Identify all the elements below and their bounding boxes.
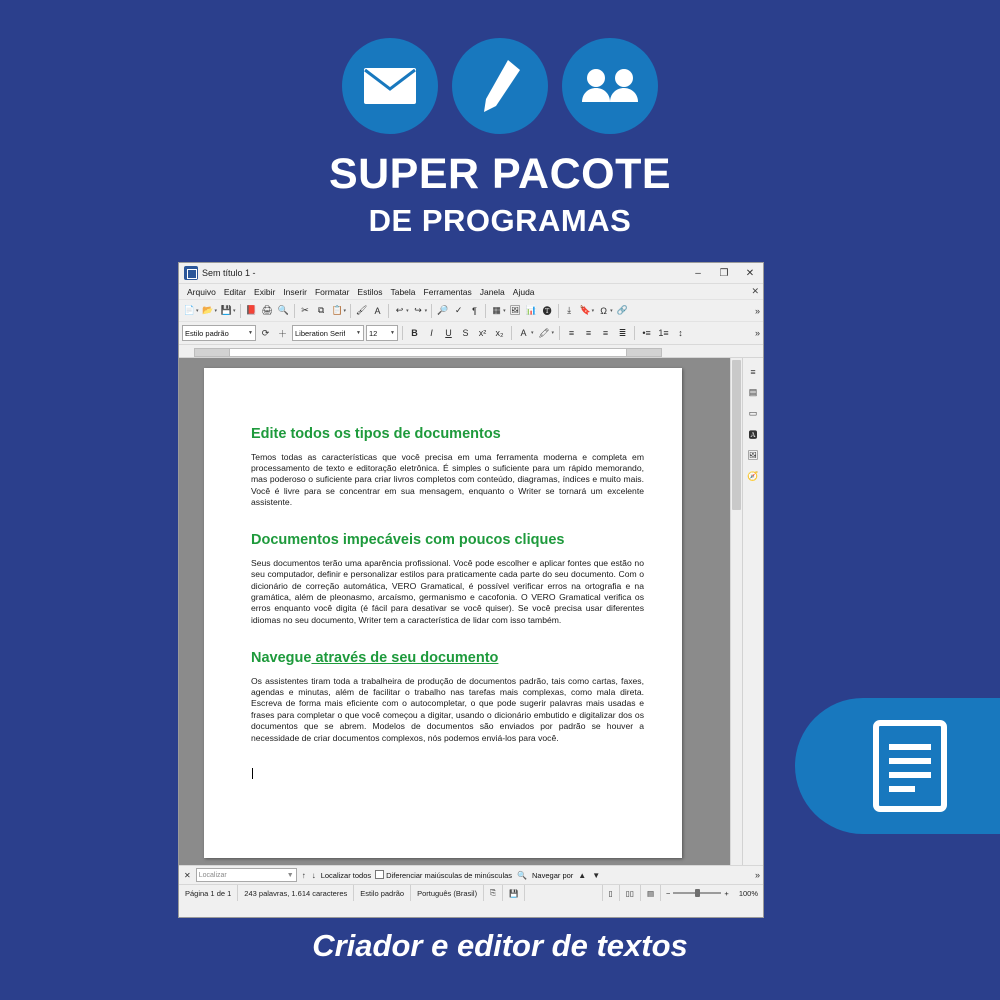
bold-icon[interactable]: B	[411, 328, 418, 338]
properties-icon[interactable]: ▤	[748, 387, 758, 397]
maximize-button[interactable]: ❐	[719, 267, 729, 279]
toolbar-separator	[634, 326, 635, 340]
align-center-icon[interactable]: ≡	[585, 328, 592, 338]
window-title: Sem título 1 -	[202, 268, 256, 278]
image-icon[interactable]: 🖼	[509, 305, 521, 315]
redo-dropdown-icon[interactable]: ▾	[424, 307, 428, 314]
font-color-icon[interactable]: A	[520, 328, 527, 338]
subscript-icon[interactable]: x₂	[495, 328, 504, 338]
field-dropdown-icon[interactable]: ▾	[591, 307, 595, 314]
align-right-icon[interactable]: ≡	[602, 328, 609, 338]
highlight-dropdown-icon[interactable]: ▾	[551, 330, 555, 336]
font-size-combo[interactable]	[366, 325, 398, 341]
sidebar-deck	[742, 358, 763, 865]
zoom-slider-knob[interactable]	[695, 889, 700, 897]
heading-3-underlined-text: através de seu documento	[311, 650, 499, 667]
zoom-value[interactable]: 100%	[738, 888, 758, 898]
bullet-list-icon[interactable]: •≡	[642, 328, 651, 338]
ruler-track[interactable]	[227, 348, 629, 357]
status-page[interactable]: Página 1 de 1	[179, 885, 238, 901]
strikethrough-icon[interactable]: S	[462, 328, 469, 338]
page-corner-top-left	[244, 410, 252, 418]
undo-icon[interactable]: ↩	[395, 305, 404, 315]
toolbar-separator	[402, 326, 403, 340]
line-spacing-icon[interactable]: ↕	[678, 328, 683, 338]
status-multi-page-view-icon[interactable]: ▯▯	[620, 885, 641, 901]
chevron-down-icon[interactable]: ▼	[248, 330, 253, 336]
status-book-view-icon[interactable]: ▤	[641, 885, 661, 901]
menu-inserir[interactable]: Inserir	[283, 286, 307, 297]
chevron-down-icon[interactable]: ▼	[390, 330, 395, 336]
match-case-checkbox[interactable]	[375, 870, 512, 880]
zoom-out-button[interactable]: −	[666, 888, 671, 898]
table-icon[interactable]: ▦	[492, 305, 501, 315]
scrollbar-thumb[interactable]	[732, 360, 741, 510]
paragraph-style-combo[interactable]	[182, 325, 256, 341]
formatting-marks-icon[interactable]: ¶	[472, 305, 478, 316]
toolbar-separator	[485, 304, 486, 318]
menu-editar[interactable]: Editar	[223, 286, 247, 297]
heading-1: Edite todos os tipos de documentos	[251, 426, 501, 442]
find-next-button[interactable]: ↓	[311, 870, 316, 880]
heading-3	[251, 650, 644, 667]
zoom-in-button[interactable]: +	[724, 888, 729, 898]
close-document-icon[interactable]: ✕	[751, 286, 759, 296]
promo-subtitle: DE PROGRAMAS	[368, 203, 632, 239]
new-style-icon[interactable]: ＋	[277, 328, 287, 339]
status-selection-mode-icon[interactable]: ⎘	[484, 885, 503, 901]
writer-window	[178, 262, 764, 918]
app-icon	[184, 266, 198, 280]
clear-formatting-icon[interactable]: A	[374, 305, 381, 316]
promo-header	[0, 0, 1000, 250]
navigate-next-icon[interactable]: ▼	[592, 870, 601, 880]
heading-2: Documentos impecáveis com poucos cliques	[251, 532, 565, 549]
paste-icon[interactable]: 📋	[331, 305, 343, 315]
navigate-previous-icon[interactable]: ▲	[578, 870, 587, 880]
promo-title: SUPER PACOTE	[328, 150, 672, 198]
paragraph-3	[251, 676, 644, 744]
sidebar-settings-icon[interactable]: ≡	[750, 366, 756, 377]
page-corner-top-right	[634, 410, 642, 418]
toolbar-overflow-button[interactable]: »	[754, 305, 760, 316]
people-icon	[562, 38, 658, 134]
menu-ferramentas[interactable]: Ferramentas	[423, 286, 472, 297]
find-all-label[interactable]: Localizar todos	[320, 870, 372, 880]
chevron-down-icon[interactable]: ▼	[356, 330, 361, 336]
table-dropdown-icon[interactable]: ▾	[503, 307, 506, 314]
formatting-overflow-button[interactable]: »	[754, 328, 760, 338]
paragraph-3-text: Os assistentes tiram toda a trabalheira de produção de documentos padrão, tais como cartas, faxes, agendas e minutas, além de facilitar o trabalho nas tarefas mais complexas, como mala direta. Escreva de forma mais eficiente com o autocompletar, o que pode sugerir palavras mais usadas e frases para completar o que você começou a digitar, usando o dicionário embutido e digitalizar dos os documentos que se abrem. Modelos de documentos são enviados por padrão se houver a necessidade de criar documentos complexos, nós podemos enviá-los para você.	[251, 675, 644, 743]
find-replace-icon[interactable]: 🔎	[436, 305, 449, 315]
title-bar	[179, 263, 763, 284]
status-spacer	[525, 885, 602, 901]
promo-caption: Criador e editor de textos	[312, 928, 688, 963]
formatting-toolbar	[179, 322, 763, 345]
status-language[interactable]: Português (Brasil)	[411, 885, 484, 901]
pencil-icon	[452, 38, 548, 134]
new-document-dropdown-icon[interactable]: ▾	[196, 307, 199, 314]
toolbar-separator	[431, 304, 432, 318]
save-dropdown-icon[interactable]: ▾	[233, 307, 236, 314]
gallery-icon[interactable]: 🖼	[747, 450, 759, 460]
text-cursor	[252, 768, 253, 779]
font-name-combo[interactable]	[292, 325, 364, 341]
window-controls	[685, 264, 763, 283]
clone-formatting-icon[interactable]: 🖌	[355, 305, 368, 315]
menu-arquivo[interactable]: Arquivo	[187, 286, 216, 297]
align-left-icon[interactable]: ≡	[568, 328, 575, 338]
menu-exibir[interactable]: Exibir	[254, 286, 276, 297]
open-icon[interactable]: 📂	[202, 305, 214, 315]
toolbar-separator	[511, 326, 512, 340]
numbered-list-icon[interactable]: 1≡	[658, 328, 669, 338]
export-pdf-icon[interactable]: 📕	[245, 305, 257, 315]
paragraph-2: Seus documentos terão uma aparência profissional. Você pode escolher e aplicar fontes que estão no seu computador, definir e personalizar estilos para praticamente cada parte do seu documento. Com o dicionário de correção automática, VERO Gramatical, é possível verificar erros na ortografia e na gramática, além de pleonasmo, arcaísmo, germanismo e cacofonia. O VERO Gramatical verifica os erros enquanto você digita (é fácil para desativar se você quiser). Se você precisa usar diferentes idiomas no seu documento, Writer tem a característica de lidar com isso também.	[251, 558, 644, 625]
menu-ajuda[interactable]: Ajuda	[512, 286, 535, 297]
page-icon[interactable]: ▭	[748, 408, 758, 418]
text-box-icon[interactable]: 🅣	[542, 306, 552, 316]
toolbar-separator	[294, 304, 295, 318]
print-preview-icon[interactable]: 🔍	[277, 305, 289, 315]
toolbar-separator	[240, 304, 241, 318]
findbar-overflow-button[interactable]: »	[754, 870, 760, 880]
font-name-value: Liberation Serif	[295, 328, 346, 338]
new-document-icon[interactable]: 📄	[183, 305, 196, 315]
match-case-label: Diferenciar maiúsculas de minúsculas	[386, 871, 513, 880]
find-close-icon[interactable]: ✕	[184, 870, 191, 880]
update-style-icon[interactable]: ⟳	[261, 327, 270, 338]
find-toolbar	[179, 865, 763, 884]
navigate-by-label[interactable]: Navegar por	[532, 870, 574, 880]
document-page[interactable]	[204, 368, 682, 858]
status-page-style[interactable]: Estilo padrão	[354, 885, 411, 901]
chevron-down-icon[interactable]: ▼	[286, 871, 294, 879]
document-badge	[795, 698, 1000, 834]
document-text[interactable]	[251, 426, 644, 779]
print-icon[interactable]: 🖨	[261, 305, 273, 315]
cut-icon[interactable]: ✂	[301, 305, 309, 315]
find-input[interactable]	[196, 868, 297, 882]
menu-bar	[179, 284, 763, 300]
heading-3-text: Navegue	[251, 650, 312, 667]
font-color-dropdown-icon[interactable]: ▾	[531, 330, 534, 336]
navigator-icon[interactable]: 🧭	[747, 471, 759, 481]
undo-dropdown-icon[interactable]: ▾	[406, 307, 409, 314]
status-word-count[interactable]: 243 palavras, 1.614 caracteres	[238, 885, 354, 901]
horizontal-ruler[interactable]	[179, 345, 763, 358]
redo-icon[interactable]: ↪	[414, 305, 422, 315]
status-save-icon[interactable]: 💾	[503, 885, 525, 901]
underline-icon[interactable]: U	[445, 328, 452, 338]
spelling-icon[interactable]: ✓	[454, 305, 463, 315]
page-break-icon[interactable]: ⤓	[567, 305, 572, 315]
paragraph-style-value: Estilo padrão	[185, 328, 229, 338]
find-previous-button[interactable]: ↑	[301, 870, 306, 880]
toolbar-separator	[388, 304, 389, 318]
copy-icon[interactable]: ⧉	[317, 305, 325, 315]
paragraph-1: Temos todas as características que você precisa em uma ferramenta moderna e completa em processamento de texto e editoração eletrônica. É simples o suficiente para um rápido memorando, mas poderoso o suficiente para criar livros completos com conteúdo, diagramas, índices e muito mais. Você é livre para se concentrar em sua mensagem, enquanto o Writer se tornará um excelente assistente.	[251, 451, 644, 508]
document-icon	[873, 720, 947, 812]
special-character-dropdown-icon[interactable]: ▾	[610, 307, 613, 314]
superscript-icon[interactable]: x²	[478, 328, 487, 338]
highlight-color-icon[interactable]: 🖍	[538, 327, 550, 338]
status-bar	[179, 884, 763, 901]
field-icon[interactable]: 🔖	[579, 305, 591, 315]
find-placeholder: Localizar	[198, 871, 227, 879]
save-icon[interactable]: 💾	[220, 305, 233, 315]
minimize-button[interactable]: –	[695, 267, 701, 279]
toolbar-separator	[350, 304, 351, 318]
open-dropdown-icon[interactable]: ▾	[214, 307, 218, 314]
standard-toolbar	[179, 300, 763, 322]
search-icon[interactable]: 🔍	[517, 870, 528, 880]
menu-tabela[interactable]: Tabela	[390, 286, 416, 297]
close-button[interactable]: ✕	[745, 267, 755, 279]
status-single-page-view-icon[interactable]: ▯	[603, 885, 620, 901]
styles-icon[interactable]: 🅰	[748, 430, 758, 440]
justify-icon[interactable]: ≣	[618, 327, 627, 338]
menu-estilos[interactable]: Estilos	[357, 286, 383, 297]
hyperlink-icon[interactable]: 🔗	[616, 305, 628, 315]
menu-formatar[interactable]: Formatar	[314, 286, 350, 297]
toolbar-separator	[559, 326, 560, 340]
menu-janela[interactable]: Janela	[479, 286, 505, 297]
promo-icon-row	[0, 0, 1000, 134]
toolbar-separator	[558, 304, 559, 318]
paste-dropdown-icon[interactable]: ▾	[343, 307, 347, 314]
italic-icon[interactable]: I	[430, 328, 433, 338]
envelope-icon	[342, 38, 438, 134]
font-size-value: 12	[369, 328, 378, 338]
chart-icon[interactable]: 📊	[525, 305, 537, 315]
zoom-control[interactable]	[661, 889, 734, 898]
special-character-icon[interactable]: Ω	[600, 305, 607, 316]
checkbox-box[interactable]	[375, 870, 384, 879]
zoom-slider[interactable]	[673, 892, 721, 894]
document-work-area	[179, 358, 763, 865]
